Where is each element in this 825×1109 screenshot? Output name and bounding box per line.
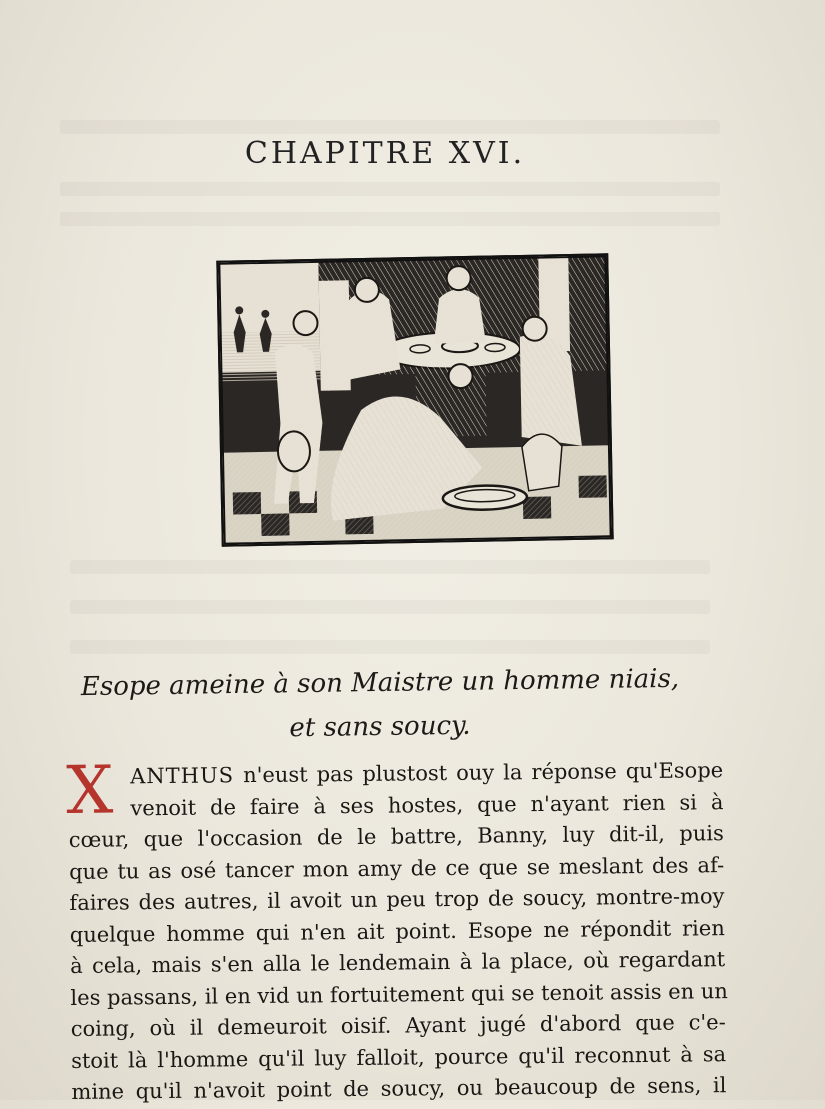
bleed-through bbox=[70, 640, 710, 654]
text-line: mine qu'il n'avoit point de soucy, ou beaucoup de sens, il bbox=[71, 1073, 727, 1104]
text-line: stoit là l'homme qu'il luy falloit, pource qu'il reconnut à sa bbox=[71, 1041, 727, 1073]
text-line: venoit de faire à ses hostes, que n'ayant rien si à bbox=[130, 789, 724, 820]
text-line: cœur, que l'occasion de le battre, Banny, luy dit-il, puis bbox=[68, 821, 724, 852]
text-line: à cela, mais s'en alla le lendemain à la place, où regardant bbox=[70, 947, 726, 978]
bleed-through bbox=[70, 600, 710, 614]
drop-cap: X bbox=[65, 751, 114, 830]
bleed-through bbox=[60, 120, 720, 134]
text-line: les passans, il en vid un fortuitement qui se tenoit assis en un bbox=[70, 978, 729, 1010]
chapter-title: CHAPITRE XVI. bbox=[244, 136, 526, 171]
caption-line: Esope ameine à son Maistre un homme niais, bbox=[80, 663, 680, 703]
text-line-rest: n'eust pas plustost ouy la réponse qu'Esope bbox=[243, 758, 724, 788]
first-word: ANTHUS bbox=[130, 763, 235, 789]
bleed-through bbox=[60, 212, 720, 226]
woodcut-illustration-icon bbox=[216, 253, 613, 546]
text-line: quelque homme qui n'en ait point. Esope ne répondit rien bbox=[69, 915, 725, 947]
bleed-through bbox=[60, 182, 720, 196]
text-line: faires des autres, il avoit un peu trop de soucy, montre-moy bbox=[69, 884, 725, 915]
body-paragraph bbox=[65, 751, 729, 1108]
bleed-through bbox=[70, 560, 710, 574]
text-line: coing, où il demeuroit oisif. Ayant jugé d'abord que c'e- bbox=[70, 1010, 726, 1041]
caption-line: et sans soucy. bbox=[289, 710, 471, 744]
text-line: que tu as osé tancer mon amy de ce que se meslant des af- bbox=[69, 852, 725, 884]
